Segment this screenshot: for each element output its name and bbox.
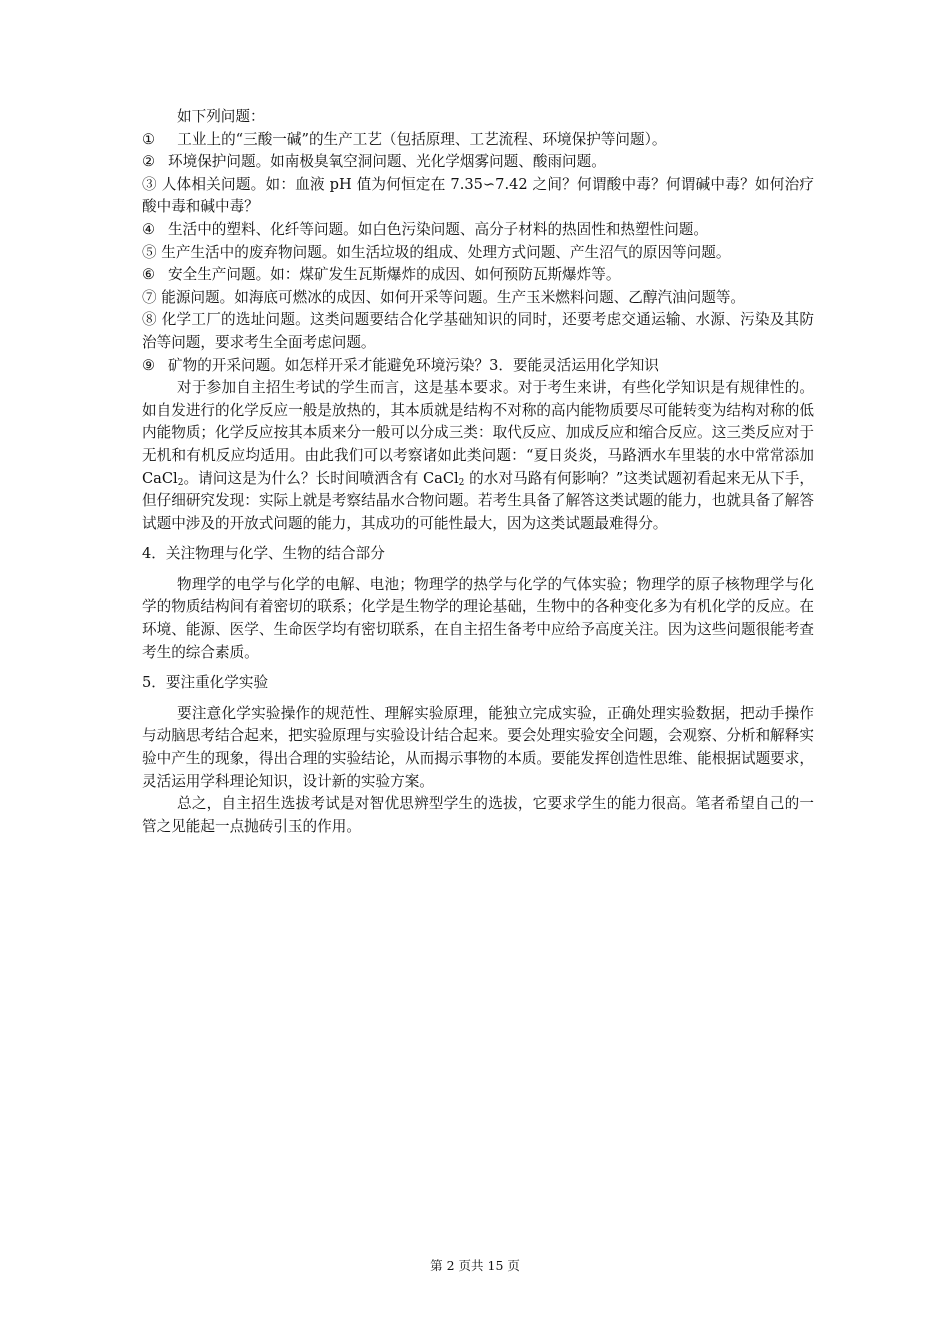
list-item-5 — [142, 242, 814, 265]
list-item-6 — [142, 264, 814, 287]
paragraph-conclusion: 总之，自主招生选拔考试是对智优思辨型学生的选拔，它要求学生的能力很高。笔者希望自己的一管之见能起一点抛砖引玉的作用。 — [142, 795, 814, 835]
item-number: ⑧ — [142, 311, 157, 329]
document-body — [142, 106, 814, 838]
item-number: ② — [142, 153, 156, 171]
item-number: ① — [142, 130, 156, 148]
footer-middle: 页共 — [454, 1258, 488, 1273]
paragraph-text: 。请问这是为什么？长时间喷洒含有 CaCl — [183, 469, 459, 487]
paragraph-text: 对于参加自主招生考试的学生而言，这是基本要求。对于考生来讲，有些化学知识是有规律性的。如自发进行的化学反应一般是放热的，其本质就是结构不对称的高内能物质要尽可能转变为结构对称的低内能物质；化学反应按其本质来分一般可以分成三类：取代反应、加成反应和缩合反应。这三类反应对于无机和有机反应均适用。由此我们可以考察诸如此类问题：“夏日炎炎，马路洒水车里装的水中常常添加 CaCl — [142, 379, 814, 487]
paragraph-text: 的水对马路有何影响？”这类试题初看起来无从下手，但仔细研究发现：实际上就是考察结晶水合物问题。若考生具备了解答这类试题的能力，也就具备了解答试题中涉及的开放式问题的能力，其成功的可能性最大，因为这类试题最难得分。 — [142, 469, 815, 532]
list-item-8 — [142, 309, 814, 354]
intro-line: 如下列问题： — [177, 108, 265, 125]
subscript: 2 — [177, 477, 184, 488]
item-number: ④ — [142, 220, 156, 238]
item-text: 生活中的塑料、化纤等问题。如白色污染问题、高分子材料的热固性和热塑性问题。 — [168, 220, 708, 238]
total-pages: 15 — [487, 1258, 504, 1273]
item-text: 生产生活中的废弃物问题。如生活垃圾的组成、处理方式问题、产生沼气的原因等问题。 — [161, 243, 731, 261]
item-text: 人体相关问题。如：血液 pH 值为何恒定在 7.35∽7.42 之间？何谓酸中毒？何谓碱中毒？如何治疗酸中毒和碱中毒？ — [142, 175, 814, 216]
footer-prefix: 第 — [430, 1258, 447, 1273]
item-text: 安全生产问题。如：煤矿发生瓦斯爆炸的成因、如何预防瓦斯爆炸等。 — [168, 266, 621, 284]
list-item-1 — [142, 129, 814, 152]
item-text: 环境保护问题。如南极臭氧空洞问题、光化学烟雾问题、酸雨问题。 — [168, 153, 606, 171]
item-text: 化学工厂的选址问题。这类问题要结合化学基础知识的同时，还要考虑交通运输、水源、污染及其防治等问题，要求考生全面考虑问题。 — [142, 311, 814, 351]
section-heading-4: 4．关注物理与化学、生物的结合部分 — [142, 545, 385, 563]
subscript: 2 — [458, 477, 465, 488]
item-text: 工业上的“三酸一碱”的生产工艺（包括原理、工艺流程、环境保护等问题）。 — [168, 130, 667, 148]
paragraph-experiments: 要注意化学实验操作的规范性、理解实验原理，能独立完成实验，正确处理实验数据，把动手操作与动脑思考结合起来，把实验原理与实验设计结合起来。要会处理实验安全问题，会观察、分析和解释实验中产生的现象，得出合理的实验结论，从而揭示事物的本质。要能发挥创造性思维、能根据试题要求，灵活运用学科理论知识，设计新的实验方案。 — [142, 704, 814, 790]
section-heading-5: 5．要注重化学实验 — [142, 674, 269, 692]
page-footer — [0, 1256, 950, 1274]
item-number: ⑤ — [142, 243, 157, 261]
list-item-9 — [142, 355, 814, 378]
paragraph-physics-biology: 物理学的电学与化学的电解、电池；物理学的热学与化学的气体实验；物理学的原子核物理学与化学的物质结构间有着密切的联系；化学是生物学的理论基础，生物中的各种变化多为有机化学的反应。在环境、能源、医学、生命医学均有密切联系，在自主招生备考中应给予高度关注。因为这些问题很能考查考生的综合素质。 — [142, 575, 814, 661]
item-number: ⑦ — [142, 288, 157, 306]
item-number: ⑥ — [142, 266, 156, 284]
item-number: ⑨ — [142, 356, 156, 374]
list-item-7 — [142, 287, 814, 310]
list-item-4 — [142, 219, 814, 242]
item-number: ③ — [142, 175, 157, 193]
item-text: 能源问题。如海底可燃冰的成因、如何开采等问题。生产玉米燃料问题、乙醇汽油问题等。 — [161, 288, 746, 306]
list-item-3 — [142, 174, 814, 219]
item-text: 矿物的开采问题。如怎样开采才能避免环境污染？3．要能灵活运用化学知识 — [168, 356, 659, 374]
page-number: 2 — [446, 1258, 455, 1273]
paragraph-knowledge — [142, 377, 814, 535]
list-item-2 — [142, 151, 814, 174]
footer-suffix: 页 — [503, 1258, 520, 1273]
